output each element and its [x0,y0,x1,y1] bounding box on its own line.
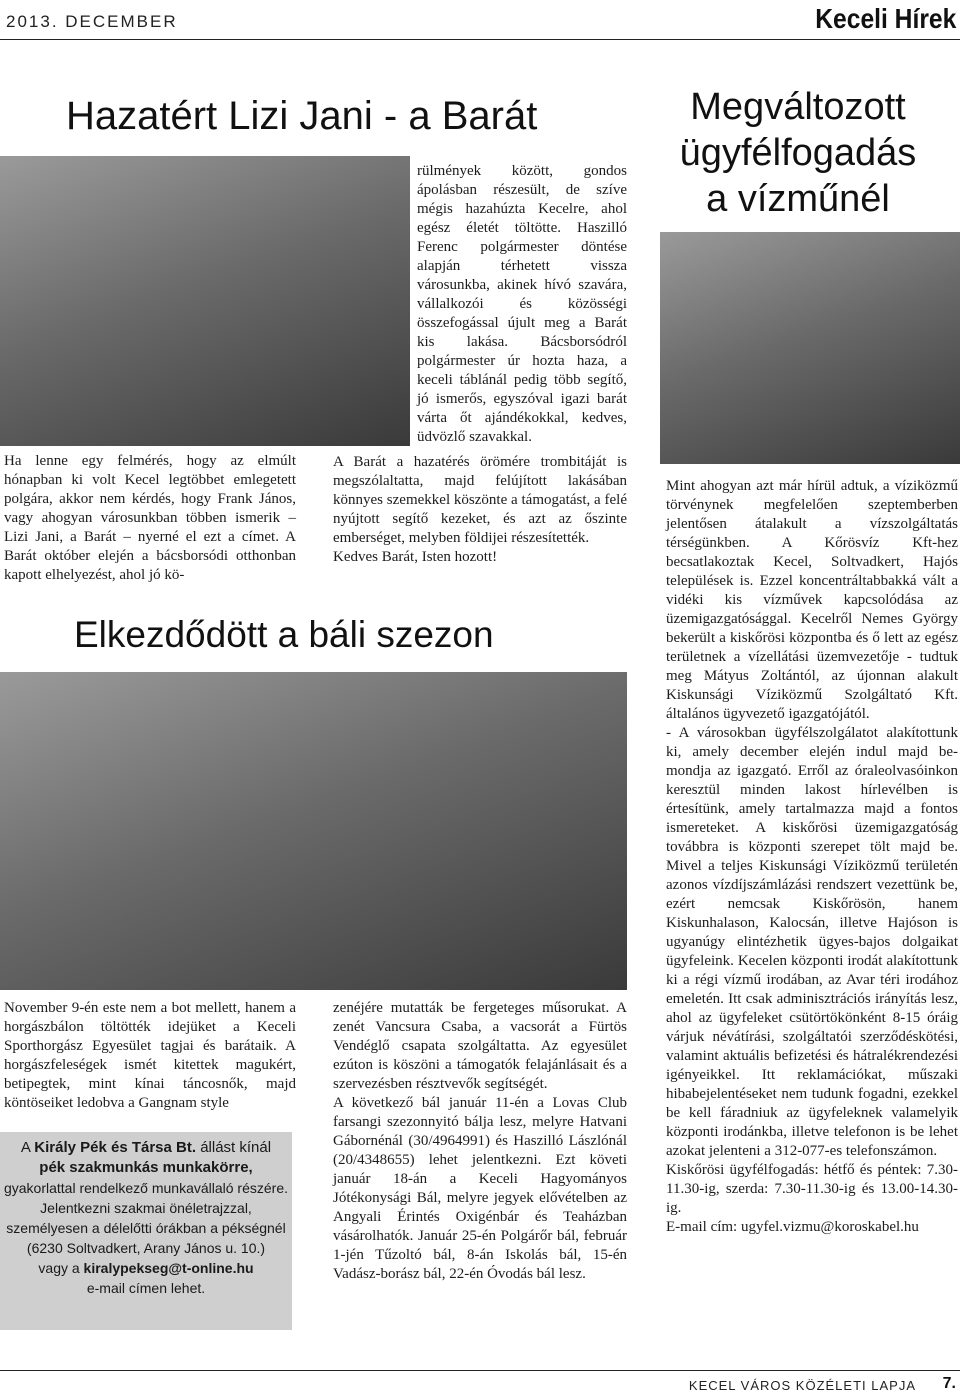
article2-photo [0,672,627,990]
article3-title [636,84,960,222]
ad-line3: gyakorlattal rendelkező munkavállaló részére. [3,1180,289,1196]
article3-photo [660,232,960,464]
article3-p3: Kiskőrösi ügyfélfogadás: hétfő és péntek: 7.30-11.30-ig, szerda: 7.30-11.30-ig és 13.00-14.30-ig. [666,1162,958,1216]
ad-email-link[interactable]: kiralypekseg@t-online.hu [83,1260,254,1276]
article3-title-line1: Megváltozott [690,86,906,128]
ad-line7 [0,1258,292,1278]
article2-column1: November 9-én este nem a bot mellett, hanem a horgászbálon töltötték idejüket a Keceli Sporthorgász Egyesület tagjai és barátaik. A horgászfeleségek ismét kitettek magukért, betipegtek, mint kínai táncosnők, majd köntöseiket ledobva a Gangnam style [4,1000,296,1111]
article3-title-line2: ügyfélfogadás [679,132,917,174]
footer-publication: KECEL VÁROS KÖZÉLETI LAPJA [688,1378,916,1393]
article1-col2-p2: A Barát a hazatérés örömére trombitáját is megszólaltatta, majd felújított lakásában könnyes szemekkel köszönte a támogatást, a felé nyújtott segítő kezeket, és azt az őszinte emberséget, melyben földijei részesítették. [333,454,627,546]
article2-col2-p1: zenéjére mutatták be fergeteges műsorukat. A zenét Vancsura Csaba, a vacsorát a Fürtös Vendéglő csapata szolgáltatta. Az egyesület ezúton is köszöni a támogatók felajánlásait és a szervezésben résztvevők segítségét. [333,1000,627,1092]
footer-rule [0,1370,960,1371]
ad-line1-prefix: A [20,1139,35,1156]
article2-col2-p2: A következő bál január 11-én a Lovas Club farsangi szezonnyitó bálja lesz, melyre Hatvani Gábornénál (30/4964991) és Haszilló Lászlónál (20/4348655) lehet jelentkezni. Ezt követi január 18-án a Keceli Hagyományos Jótékonysági Bál, melyre jegyek elővételben az Angyali Érintés Oxigénbár és Teaházban vásárolhatók. Január 25-én Polgárőr bál, február 1-jén Tűzoltó bál, 8-án Iskolás bál, 15-én Vadász-borász bál, 22-én Óvodás bál lesz. [333,1095,627,1282]
article1-title: Hazatért Lizi Jani - a Barát [66,94,538,138]
ad-line7-prefix: vagy a [38,1260,84,1276]
ad-company: Király Pék és Társa Bt. [34,1139,197,1156]
article1-photo [0,156,410,446]
article3-p2: - A városokban ügyfélszolgálatot alakítottunk ki, amely december elején indul majd be- mondja az igazgató. Erről az óraleolvasóinkon keresztül minden lakost hírlevélben is értesítünk, amely tartalmazza majd a fontos ismereteket. A kiskőrösi üzemigazgatóság továbbra is központi szerepet tölt majd be. Mivel a teljes Kiskunsági Víziközmű területén azonos vízdíjszámlázási rendszert vezettünk be, ezért nemcsak Kiskőrösön, hanem Kiskunhalason, Kalocsán, illetve Hajóson is ugyanúgy elintézhetik ügyes-bajos dolgaikat ügyfeleink. Kecelen központi irodát alakítottunk ki a régi vízmű irodában, az Avar téri irodához emeletén. Itt csak adminisztrációs irányítás lesz, ahol az ügyfeleket csütörtökönként 8-15 óráig várjuk névátírási, szolgáltatói szerződéskötési, valamint aktuális befizetési és hátralékrendezési igényeikkel. Itt reklamációkat, műszaki hibabejelentéseket nem tudunk fogadni, ezekkel be kell fáradniuk az ügyfeleknek valamelyik központi irodánkba, illetve telefonon is be lehet azokat jelenteni a 312-077-es telefonszámon. [666,725,958,1159]
ad-line8: e-mail címen lehet. [86,1280,206,1296]
header-date: 2013. DECEMBER [6,12,178,31]
ad-position: pék szakmunkás munkakörre, [39,1159,253,1176]
article3-body [666,477,958,1237]
article2-column2 [333,999,627,1284]
ad-line1 [0,1138,292,1158]
article3-title-line3: a vízműnél [706,178,890,220]
article2-title: Elkezdődött a báli szezon [74,614,494,655]
ad-line4: Jelentkezni szakmai önéletrajzzal, [40,1200,252,1216]
ad-line5: személyesen a délelőtti órákban a pékségnél [6,1220,286,1236]
ad-address: (6230 Soltvadkert, Arany János u. 10.) [26,1240,266,1256]
ad-line1-suffix: állást kínál [196,1139,272,1156]
article1-column2-wide [333,453,627,567]
article1-col2-p1: rülmények között, gondos ápolásban részesült, de szíve mégis hazahúzta Kecelre, ahol egész életét töltötte. Haszilló Ferenc polgármester döntése alapján térhetett vissza városunkba, akinek hívó szavára, vállalkozói és közösségi összefogással újult meg a Barát kis lakása. Bácsborsódról polgármester úr hozta haza, a keceli táblánál pedig több segítő, jó ismerős, egyszóval igazi barát várta őt ajándékokkal, kedves, üdvözlő szavakkal. [417,163,627,445]
article1-lead: Ha lenne egy felmérés, hogy az elmúlt hónapban ki volt Kecel legtöbbet emlegetett polgára, akkor nem kérdés, hogy Frank János, vagy ahogyan városunkban többen ismerik – Lizi Jani, a Barát – nyerné el ezt a címet. A Barát október elején a bácsborsódi otthonban kapott elhelyezést, ahol jó kö- [4,453,296,583]
article1-col2-p3: Kedves Barát, Isten hozott! [333,549,498,565]
header-rule [0,39,960,40]
article3-p4: E-mail cím: ugyfel.vizmu@koroskabel.hu [666,1219,919,1235]
job-ad [0,1132,292,1330]
article3-p1: Mint ahogyan azt már hírül adtuk, a víziközmű törvénynek megfelelően szeptemberben jelentősen átalakult a vízszolgáltatás térségünkben. A Kőrösvíz Kft-hez becsatlakoztak Kecel, Soltvadkert, Hajós települések is. Ezzel koncentráltabbakká vált a vidéki kis vízművek kapcsolódása az üzemigazgatósággal. Kecelről Nemes György bekerült a kiskőrösi központba és ő lett az egész területnek a vízellátási üzemvezetője - tudtuk meg Mátyus Zoltántól, az újonnan alakult Kiskunsági Víziközmű Szolgáltató Kft. általános ügyvezető igazgatójától. [666,478,958,722]
article1-column2 [417,162,627,447]
footer-page-number: 7. [942,1375,956,1392]
header-brand: Keceli Hírek [814,3,956,34]
